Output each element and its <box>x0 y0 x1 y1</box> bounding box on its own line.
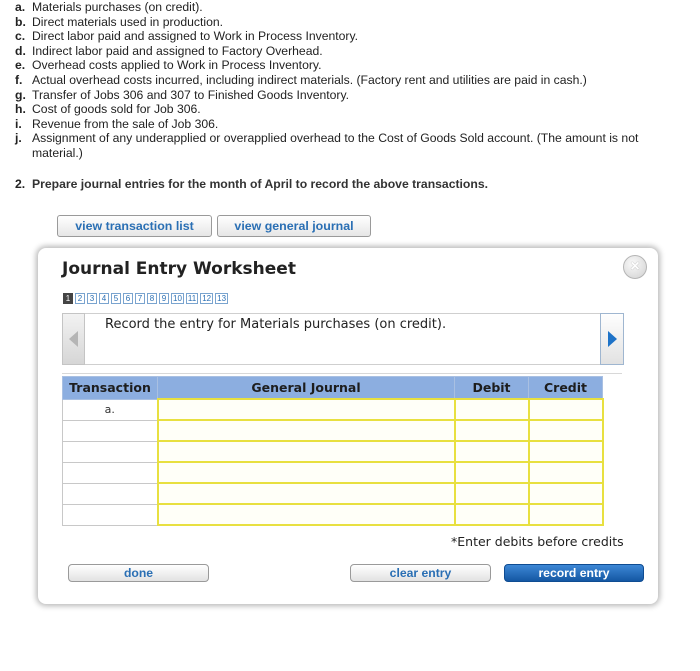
requirement-text: Prepare journal entries for the month of April to record the above transactions. <box>32 177 488 191</box>
page-button-1[interactable]: 1 <box>63 293 73 304</box>
entry-description-box <box>62 313 624 365</box>
worksheet-title: Journal Entry Worksheet <box>62 259 296 279</box>
table-row <box>63 441 603 462</box>
debit-input[interactable] <box>455 399 529 420</box>
col-credit-header: Credit <box>529 377 603 400</box>
transaction-item-d: d. Indirect labor paid and assigned to Factory Overhead. <box>15 43 323 58</box>
transaction-cell <box>63 462 158 483</box>
clear-entry-button[interactable]: clear entry <box>350 564 491 582</box>
page-button-11[interactable]: 11 <box>187 294 197 303</box>
next-entry-button[interactable] <box>600 313 624 365</box>
journal-entry-worksheet-panel <box>38 248 658 604</box>
transaction-cell: a. <box>63 399 158 420</box>
general-journal-input[interactable] <box>158 441 455 462</box>
entry-description: Record the entry for Materials purchases (on credit). <box>105 317 447 332</box>
transaction-item-j: j. Assignment of any underapplied or overapplied overhead to the Cost of Goods Sold account. (The amount is not material.) <box>15 131 639 160</box>
credit-input[interactable] <box>529 399 603 420</box>
requirement-number: 2. <box>15 177 26 191</box>
page-button-2[interactable]: 2 <box>75 293 85 304</box>
general-journal-input[interactable] <box>158 420 455 441</box>
transaction-list <box>15 0 675 161</box>
transaction-item-c: c. Direct labor paid and assigned to Work in Process Inventory. <box>15 29 359 44</box>
page-button-13[interactable]: 13 <box>217 294 227 303</box>
general-journal-input[interactable] <box>158 483 455 504</box>
record-entry-button[interactable]: record entry <box>504 564 644 582</box>
done-button[interactable]: done <box>68 564 209 582</box>
transaction-cell <box>63 483 158 504</box>
arrow-left-icon <box>69 331 78 347</box>
page-button-7[interactable]: 7 <box>135 293 145 304</box>
page-button-8[interactable]: 8 <box>147 293 157 304</box>
close-icon[interactable]: × <box>623 255 647 279</box>
requirement <box>15 177 488 191</box>
debits-before-credits-note: *Enter debits before credits <box>451 534 624 549</box>
transaction-cell <box>63 441 158 462</box>
col-transaction-header: Transaction <box>63 377 158 400</box>
page-button-12[interactable]: 12 <box>202 294 212 303</box>
view-general-journal-button[interactable]: view general journal <box>217 215 371 237</box>
general-journal-input[interactable] <box>158 462 455 483</box>
table-row <box>63 399 603 420</box>
page-button-6[interactable]: 6 <box>123 293 133 304</box>
debit-input[interactable] <box>455 462 529 483</box>
transaction-item-b: b. Direct materials used in production. <box>15 14 224 29</box>
debit-input[interactable] <box>455 483 529 504</box>
table-row <box>63 420 603 441</box>
debit-input[interactable] <box>455 504 529 525</box>
general-journal-input[interactable] <box>158 399 455 420</box>
col-debit-header: Debit <box>455 377 529 400</box>
col-general-journal-header: General Journal <box>158 377 455 400</box>
journal-table <box>62 376 604 526</box>
credit-input[interactable] <box>529 441 603 462</box>
entry-pager <box>63 293 228 304</box>
arrow-right-icon <box>608 331 617 347</box>
page-button-4[interactable]: 4 <box>99 293 109 304</box>
transaction-item-a: a. Materials purchases (on credit). <box>15 0 203 14</box>
table-row <box>63 483 603 504</box>
transaction-item-e: e. Overhead costs applied to Work in Process Inventory. <box>15 58 322 73</box>
page-button-10[interactable]: 10 <box>173 294 182 303</box>
transaction-item-h: h. Cost of goods sold for Job 306. <box>15 102 201 117</box>
page-button-3[interactable]: 3 <box>87 293 97 304</box>
debit-input[interactable] <box>455 420 529 441</box>
credit-input[interactable] <box>529 420 603 441</box>
transaction-cell <box>63 504 158 525</box>
previous-entry-button[interactable] <box>62 313 85 365</box>
divider <box>62 373 622 374</box>
transaction-item-g: g. Transfer of Jobs 306 and 307 to Finished Goods Inventory. <box>15 87 350 102</box>
debit-input[interactable] <box>455 441 529 462</box>
credit-input[interactable] <box>529 483 603 504</box>
credit-input[interactable] <box>529 504 603 525</box>
table-row <box>63 504 603 525</box>
page-button-5[interactable]: 5 <box>111 293 121 304</box>
general-journal-input[interactable] <box>158 504 455 525</box>
page-button-9[interactable]: 9 <box>159 293 169 304</box>
table-row <box>63 462 603 483</box>
transaction-item-f: f. Actual overhead costs incurred, including indirect materials. (Factory rent and utilities are paid in cash.) <box>15 72 587 87</box>
transaction-item-i: i. Revenue from the sale of Job 306. <box>15 116 219 131</box>
journal-table-header <box>63 377 603 400</box>
credit-input[interactable] <box>529 462 603 483</box>
view-transaction-list-button[interactable]: view transaction list <box>57 215 212 237</box>
transaction-cell <box>63 420 158 441</box>
